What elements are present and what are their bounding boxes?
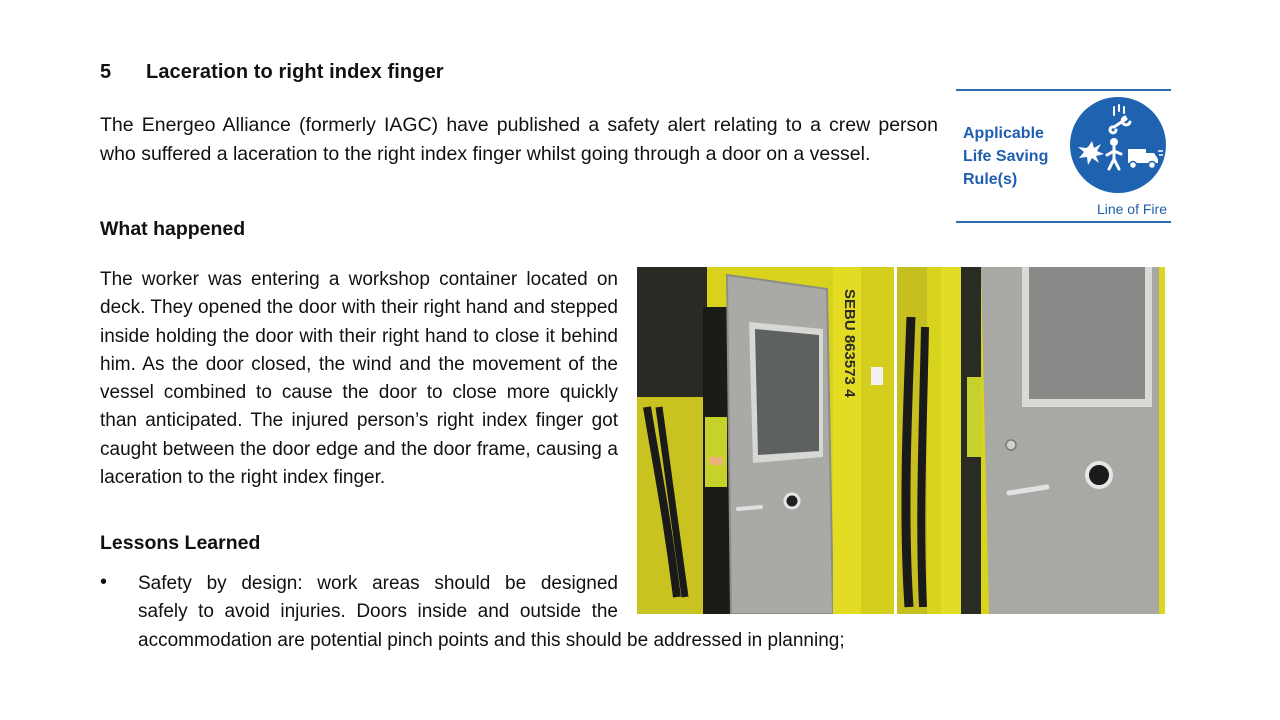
lesson-bullet-line: accommodation are potential pinch points and this should be addressed in planning; (138, 629, 845, 651)
photo-door-closeup (897, 267, 1165, 614)
section-title: Laceration to right index finger (146, 61, 444, 83)
lessons-learned-heading: Lessons Learned (100, 532, 261, 554)
rule-label-line: Rule(s) (963, 171, 1018, 188)
rule-caption: Line of Fire (1096, 201, 1167, 217)
rule-label-line: Applicable (963, 125, 1044, 142)
bullet-marker: • (100, 571, 108, 593)
what-happened-paragraph: The worker was entering a workshop container located on deck. They opened the door with their right hand and stepped inside holding the door with their right hand to close it behind him. As the door closed, the wind and the movement of the vessel combined to cause the door to close more quickly than anticipated. The injured person’s right index finger got caught between the door edge and the door frame, causing a laceration to the right index finger. (100, 269, 618, 489)
lesson-bullet-line: Safety by design: work areas should be designed (138, 573, 618, 594)
rule-label (963, 122, 1063, 191)
section-heading (100, 61, 444, 84)
section-number: 5 (100, 61, 112, 83)
intro-paragraph: The Energeo Alliance (formerly IAGC) have published a safety alert relating to a crew person who suffered a laceration to the right index finger whilst going through a door on a vessel. (100, 114, 938, 165)
photo-door-open (637, 267, 894, 614)
rule-label-line: Life Saving (963, 148, 1049, 165)
what-happened-heading: What happened (100, 218, 246, 240)
life-saving-rule-box (956, 89, 1171, 223)
lesson-bullet-line: safely to avoid injuries. Doors inside and outside the (138, 601, 618, 623)
container-marking: SEBU 863573 4 (841, 289, 858, 398)
line-of-fire-icon (1070, 97, 1166, 193)
